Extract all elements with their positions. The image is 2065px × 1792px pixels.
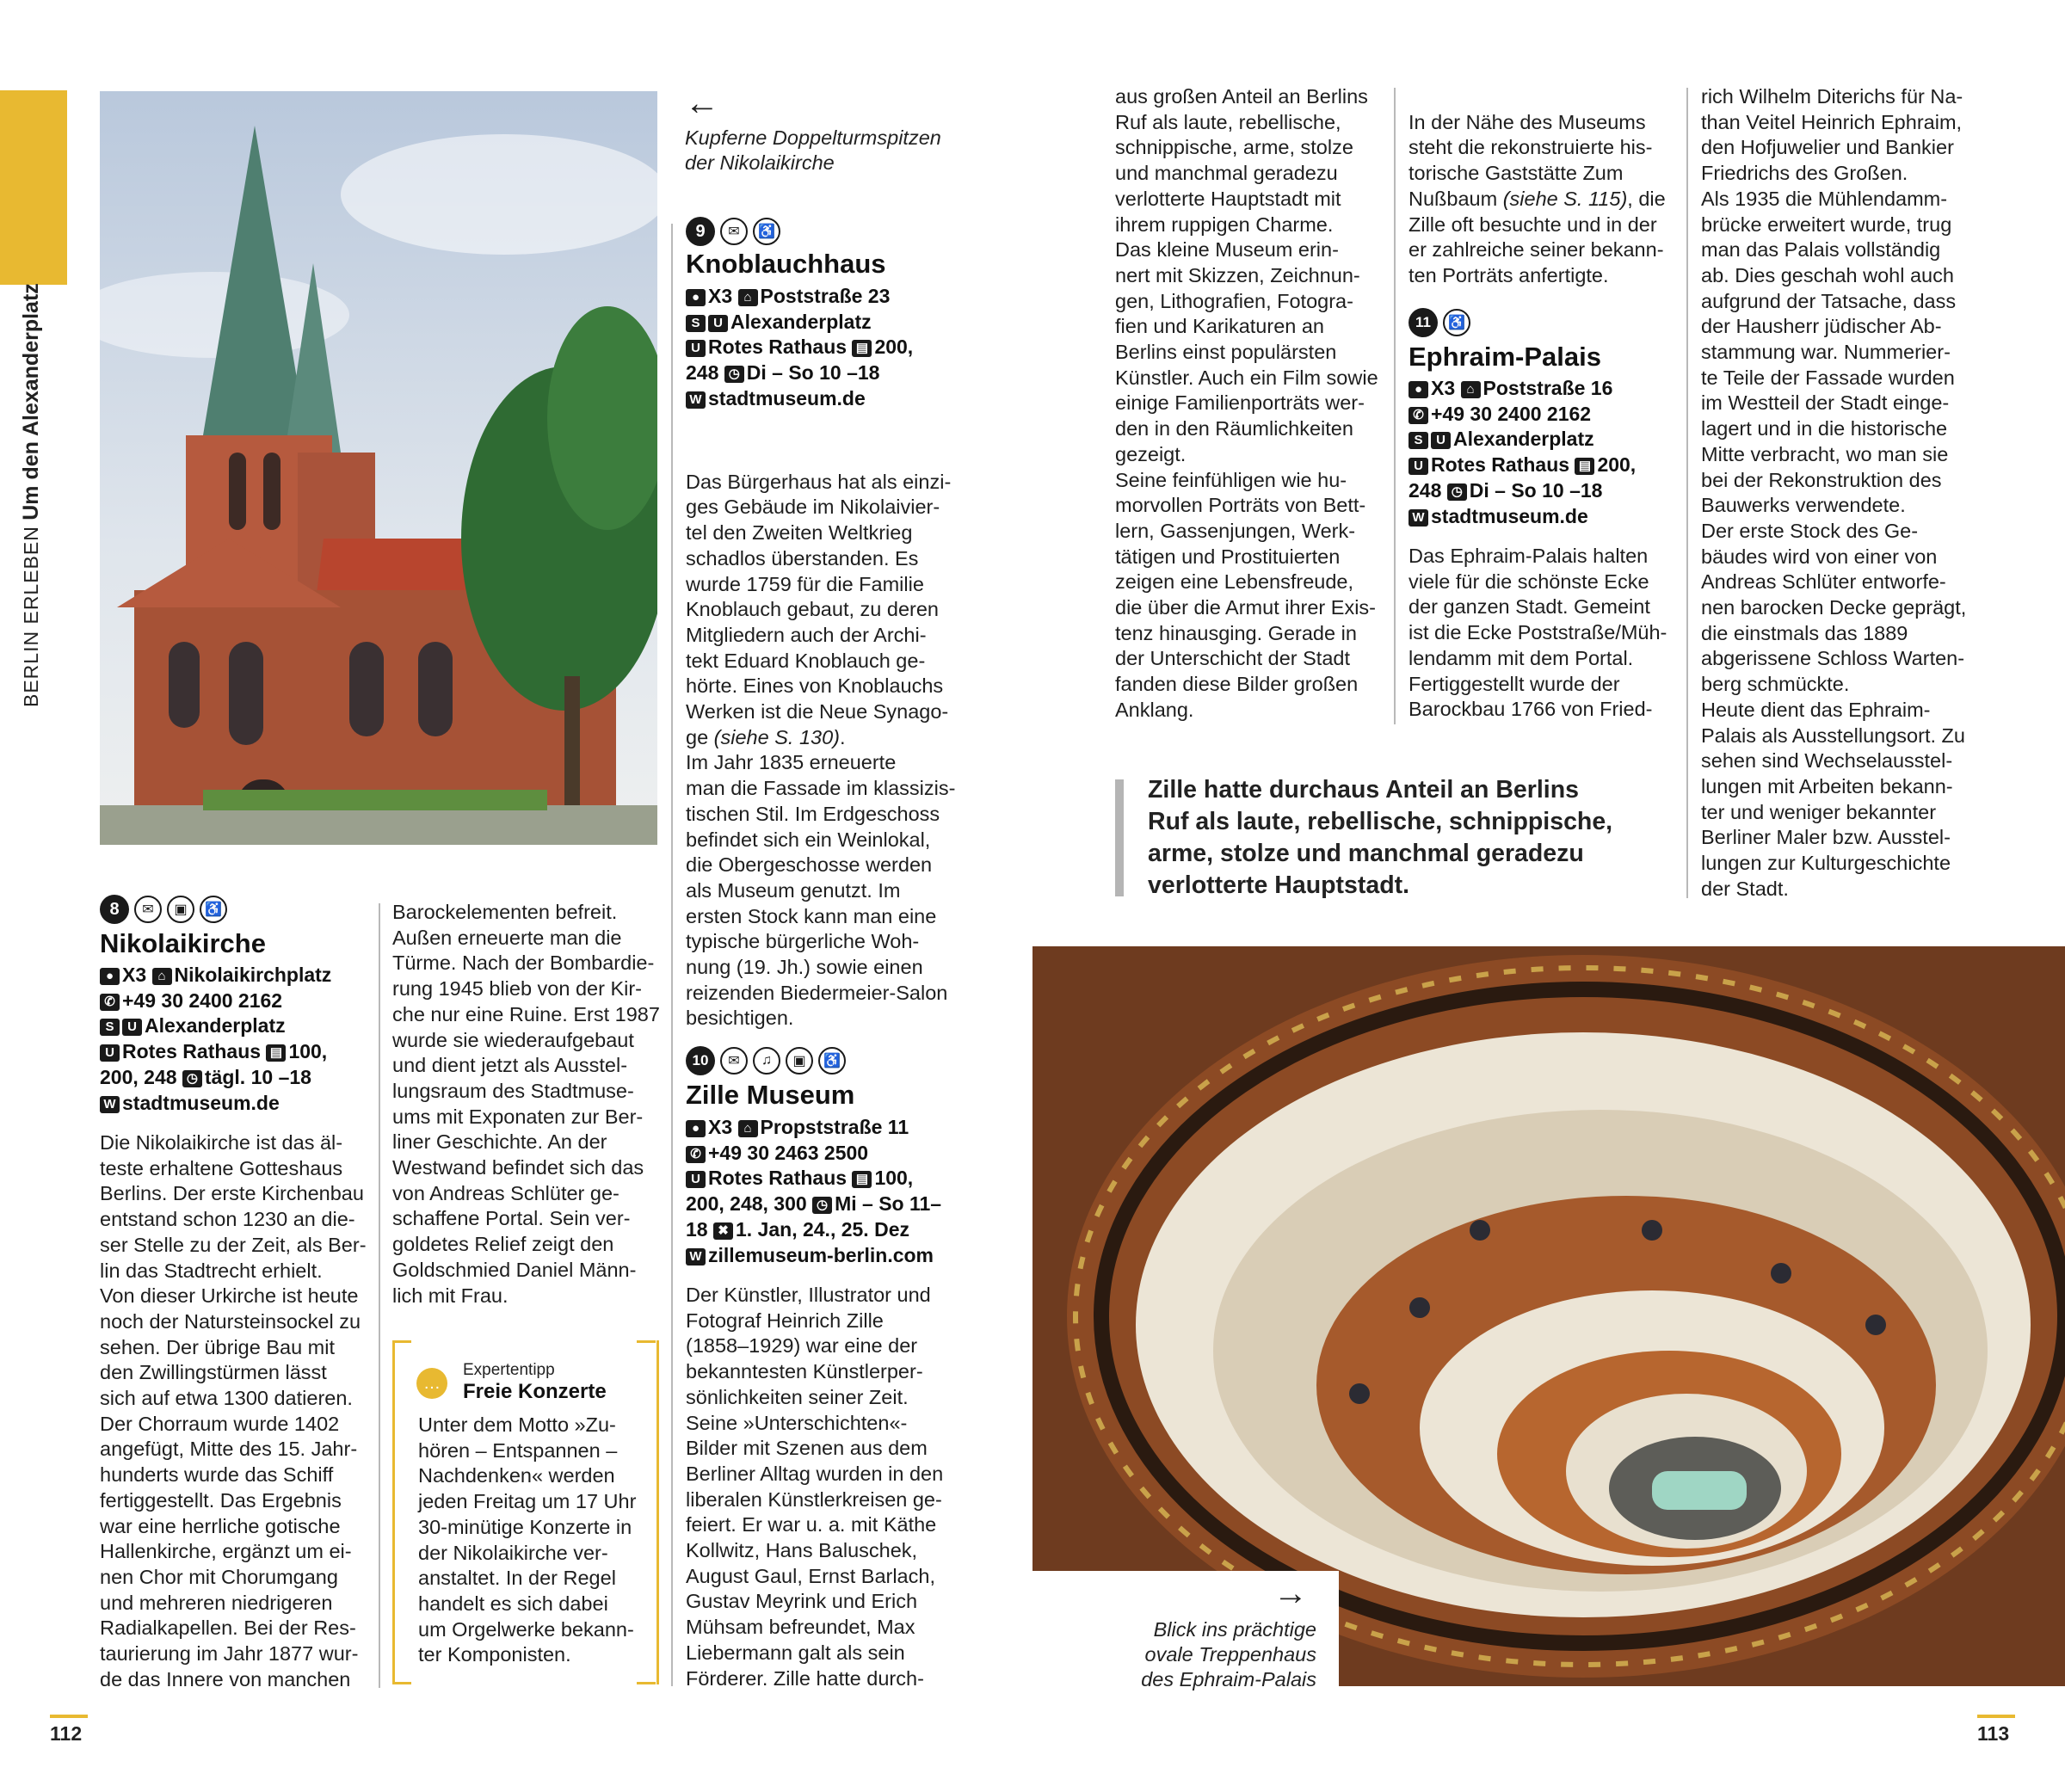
expert-tip-icon: …	[416, 1368, 447, 1399]
knoblauchhaus-ref-post: .	[839, 725, 846, 748]
page-number-rule	[1977, 1715, 2015, 1718]
entry-10-icons	[686, 1046, 846, 1075]
map-ref: X3	[708, 1116, 733, 1138]
entry-title-nikolaikirche: Nikolaikirche	[100, 928, 266, 958]
phone: +49 30 2400 2162	[122, 988, 283, 1012]
knoblauchhaus-text	[686, 444, 970, 1031]
column-rule	[1686, 88, 1688, 898]
knoblauchhaus-cross-ref: (siehe S. 130)	[713, 725, 840, 748]
ubahn-icon: U	[686, 340, 706, 357]
map-ref: X3	[708, 285, 733, 307]
bus-lines: 100,	[874, 1167, 914, 1190]
house-icon: ⌂	[738, 289, 758, 306]
zille-text-col1: Der Künstler, Illustrator und Fotograf Heinrich Zille (1858–1929) war eine der bekanntesten Künstlerper- sönlichkeiten seiner Zeit. Seine »Unterschichten«- Bilder mit Szenen aus dem Berliner Alltag wurden in den liberalen Künstlerkreisen ge- feiert. Er war u. a. mit Käthe Kollwitz, Hans Baluschek, August Gaul, Ernst Barlach, Gustav Meyrink und Erich Mühsam befreundet, Max Liebermann galt als sein Förderer. Zille hatte durch-	[686, 1284, 944, 1690]
zille-cross-ref: (siehe S. 115)	[1502, 187, 1628, 210]
web-icon: W	[686, 391, 706, 409]
clock-icon: ◷	[724, 366, 744, 383]
ubahn-icon: U	[1409, 458, 1428, 475]
entry-8-icons	[100, 895, 227, 924]
entry-info-ephraim	[1409, 376, 1684, 529]
house-icon: ⌂	[1461, 381, 1481, 398]
opening-hours-cont: 18	[686, 1217, 708, 1241]
web-icon: W	[100, 1096, 120, 1113]
ubahn-station: Rotes Rathaus	[1431, 453, 1570, 477]
website: stadtmuseum.de	[122, 1091, 280, 1114]
ubahn-icon: U	[122, 1019, 142, 1036]
knoblauchhaus-text-a: Das Bürgerhaus hat als einzi- ges Gebäude im Nikolaivier- tel den Zweiten Weltkrieg schadlos überstanden. Es wurde 1759 für die Familie Knoblauch gebaut, zu deren Mitgliedern auch der Archi- tekt Eduard Knoblauch ge- hörte. Eines von Knoblauchs Werken ist die Neue Synago-	[686, 470, 952, 724]
bus-icon: ▤	[852, 340, 872, 357]
zille-text-col3-a: In der Nähe des Museums steht die rekonstruierte his- torische Gaststätte Zum	[1409, 110, 1653, 185]
sbahn-icon: S	[100, 1019, 120, 1036]
entry-number-badge: 8	[100, 895, 129, 924]
house-icon: ⌂	[738, 1120, 758, 1137]
nikolaikirche-text-col2: Barockelementen befreit. Außen erneuerte man die Türme. Nach der Bombardie- rung 1945 blieb von der Kir- che nur eine Ruine. Erst 1987 wurde sie wiederaufgebaut und dient jetzt als Ausstel- lungsraum des Stadtmuse- ums mit Exponaten zur Ber- liner Geschichte. An der Westwand befindet sich das von Andreas Schlüter ge- schaffene Portal. Sein ver- goldetes Relief zeigt den Goldschmied Daniel Männ- lich mit Frau.	[392, 901, 660, 1307]
sbahn-station: Alexanderplatz	[145, 1014, 286, 1038]
sbahn-station: Alexanderplatz	[1453, 428, 1594, 451]
entry-number-badge: 9	[686, 217, 715, 246]
bus-icon: ▤	[1575, 458, 1594, 475]
pullquote: Zille hatte durchaus Anteil an Berlins Ruf als laute, rebellische, schnippische, arme, stolze und manchmal geradezu verlotterte Hauptstadt.	[1148, 776, 1613, 899]
website: zillemuseum-berlin.com	[708, 1243, 934, 1266]
phone-icon: ✆	[686, 1146, 706, 1163]
map-pin-icon: ●	[686, 289, 706, 306]
section-label	[19, 283, 53, 707]
ubahn-station: Rotes Rathaus	[122, 1040, 262, 1063]
ubahn-icon: U	[686, 1171, 706, 1188]
phone: +49 30 2463 2500	[708, 1141, 869, 1164]
map-ref: X3	[122, 964, 147, 986]
bus-icon: ▤	[852, 1171, 872, 1188]
closed-days: 1. Jan, 24., 25. Dez	[735, 1217, 909, 1241]
map-ref: X3	[1431, 377, 1456, 399]
church-illustration	[100, 91, 657, 845]
ephraim-text-col3: rich Wilhelm Diterichs für Na- than Veitel Heinrich Ephraim, den Hofjuwelier und Bankier Friedrichs des Großen. Als 1935 die Mühlendamm- brücke erweitert wurde, trug man das Palais vollständig ab. Dies geschah wohl auch aufgrund der Tatsache, dass der Hausherr jüdischer Ab- stammung war. Nummerier- te Teile der Fassade wurden im Westteil der Stadt einge- lagert und in die historische Mitte verbracht, wo man sie bei der Rekonstruktion des Bauwerks verwendete. Der erste Stock des Ge- bäudes wird von einer von Andreas Schlüter entworfe- nen barocken Decke geprägt, die einstmals das 1889 abgerissene Schloss Warten- berg schmückte. Heute dient das Ephraim- Palais als Ausstellungsort. Zu sehen sind Wechselausstel- lungen mit Arbeiten bekann- ter und weniger bekannter Berliner Maler bzw. Ausstel- lungen zur Kulturgeschichte der Stadt.	[1701, 85, 1967, 900]
wheelchair-icon: ♿	[1443, 309, 1470, 336]
wheelchair-icon: ♿	[818, 1047, 846, 1075]
map-pin-icon: ●	[1409, 381, 1428, 398]
entry-9-icons	[686, 217, 780, 246]
entry-number-badge: 10	[686, 1046, 715, 1075]
column-rule	[671, 224, 673, 1686]
sbahn-icon: S	[1409, 432, 1428, 449]
entry-info-zille	[686, 1115, 970, 1268]
ubahn-icon: U	[100, 1044, 120, 1062]
ephraim-text: Das Ephraim-Palais halten viele für die schönste Ecke der ganzen Stadt. Gemeint ist die Ecke Poststraße/Müh- lendamm mit dem Portal. Fertiggestellt wurde der Barockbau 1766 von Fried-	[1409, 545, 1667, 721]
map-pin-icon: ●	[100, 968, 120, 985]
bus-lines-cont: 200, 248, 300	[686, 1192, 807, 1216]
wheelchair-icon: ♿	[200, 896, 227, 923]
expert-tip-title: Freie Konzerte	[463, 1380, 607, 1403]
opening-hours: tägl. 10 –18	[204, 1065, 311, 1088]
nikolaikirche-text-col1: Die Nikolaikirche ist das äl- teste erhaltene Gotteshaus Berlins. Der erste Kirchenbau entstand schon 1230 an die- ser Stelle zu der Zeit, als Ber- lin das Stadtrecht erhielt. Von dieser Urkirche ist heute noch der Natursteinsockel zu sehen. Der übrige Bau mit den Zwillingstürmen lässt sich auf etwa 1300 datieren. Der Chorraum wurde 1402 angefügt, Mitte des 15. Jahr- hunderts wurde das Schiff fertiggestellt. Das Ergebnis war eine herrliche gotische Hallenkirche, ergänzt um ei- nen Chor mit Chorumgang und mehreren niedrigeren Radialkapellen. Bei der Res- taurierung im Jahr 1877 wur- de das Innere von manchen	[100, 1131, 367, 1690]
tip-corner	[637, 1340, 656, 1343]
bus-icon: ▤	[266, 1044, 286, 1062]
section-title: Um den Alexanderplatz	[19, 283, 43, 520]
entry-info-knoblauchhaus	[686, 284, 961, 412]
zille-ref-pre: Nußbaum	[1409, 187, 1503, 210]
opening-hours: Di – So 10 –18	[1469, 478, 1603, 502]
bus-lines: 200,	[874, 336, 914, 359]
website: stadtmuseum.de	[1431, 504, 1588, 527]
sbahn-station: Alexanderplatz	[730, 310, 872, 333]
map-pin-icon: ●	[686, 1120, 706, 1137]
entry-number-badge: 11	[1409, 308, 1438, 337]
address: Poststraße 16	[1482, 377, 1613, 399]
page-number-left: 112	[50, 1722, 83, 1745]
shop-icon: ▣	[786, 1047, 813, 1075]
expert-tip-text: Unter dem Motto »Zu- hören – Entspannen – Nachdenken« werden jeden Freitag um 17 Uhr 30-minütige Konzerte in der Nikolaikirche ver- anstaltet. In der Regel handelt es sich dabei um Orgelwerke bekann- ter Komponisten.	[418, 1413, 637, 1666]
tip-corner	[637, 1682, 656, 1684]
ticket-icon: ✉	[720, 218, 748, 245]
nikolaikirche-photo	[100, 91, 657, 845]
web-icon: W	[686, 1248, 706, 1265]
zille-text-col3-b: Zille oft besuchte und in der er zahlreiche seiner bekann- ten Porträts anfertigte.	[1409, 212, 1664, 286]
phone-icon: ✆	[100, 994, 120, 1011]
closed-icon: ✖	[713, 1222, 733, 1240]
address: Nikolaikirchplatz	[174, 964, 332, 986]
shop-icon: ▣	[167, 896, 194, 923]
ubahn-icon: U	[708, 315, 728, 332]
column-rule	[1394, 88, 1396, 724]
sbahn-icon: S	[686, 315, 706, 332]
zille-text-col3	[1409, 84, 1692, 289]
knoblauchhaus-ref-pre: ge	[686, 725, 714, 748]
left-arrow-icon: ←	[685, 84, 719, 122]
entry-title-zille: Zille Museum	[686, 1080, 855, 1110]
tip-corner	[392, 1682, 411, 1684]
zille-ref-post: , die	[1627, 187, 1666, 210]
bus-lines-cont: 248	[686, 361, 719, 385]
page-number-rule	[50, 1715, 88, 1718]
web-icon: W	[1409, 509, 1428, 527]
address: Propststraße 11	[760, 1116, 909, 1138]
opening-hours: Di – So 10 –18	[746, 361, 880, 385]
knoblauchhaus-text-b: Im Jahr 1835 erneuerte man die Fassade im klassizis- tischen Stil. Im Erdgeschoss befindet sich ein Weinlokal, die Obergeschosse werden als Museum genutzt. Im ersten Stock kann man eine typische bürgerliche Woh- nung (19. Jh.) sowie einen reizenden Biedermeier-Salon besichtigen.	[686, 751, 956, 1030]
caption-staircase: Blick ins prächtige ovale Treppenhaus des Ephraim-Palais	[1141, 1618, 1316, 1690]
house-icon: ⌂	[152, 968, 172, 985]
zille-text-col2: aus großen Anteil an Berlins Ruf als laute, rebellische, schnippische, arme, stolze und manchmal geradezu verlotterte Hauptstadt mit ihrem ruppigen Charme. Das kleine Museum erin- nert mit Skizzen, Zeichnun- gen, Lithografien, Fotogra- fien und Karikaturen an Berlins einst populärsten Künstler. Auch ein Film sowie einige Familienporträts wer- den in den Räumlichkeiten gezeigt. Seine feinfühligen wie hu- morvollen Porträts von Bett- lern, Gassenjungen, Werk- tätigen und Prostituierten zeigen eine Lebensfreude, die über die Armut ihrer Exis- tenz hinausging. Gerade in der Unterschicht der Stadt fanden diese Bilder großen Anklang.	[1115, 85, 1378, 721]
expert-tip-kicker: Expertentipp	[463, 1361, 555, 1379]
entry-title-ephraim: Ephraim-Palais	[1409, 342, 1601, 372]
clock-icon: ◷	[1447, 483, 1467, 501]
ticket-icon: ✉	[134, 896, 162, 923]
section-tab	[0, 90, 67, 285]
phone-icon: ✆	[1409, 407, 1428, 424]
bus-lines: 200,	[1597, 453, 1637, 477]
clock-icon: ◷	[182, 1070, 202, 1087]
bus-lines: 100,	[288, 1040, 328, 1063]
entry-info-nikolaikirche	[100, 963, 358, 1116]
bus-lines-cont: 200, 248	[100, 1065, 177, 1088]
bus-lines-cont: 248	[1409, 478, 1442, 502]
page-number-right: 113	[1977, 1722, 2010, 1745]
entry-11-icons	[1409, 308, 1470, 337]
wheelchair-icon: ♿	[753, 218, 780, 245]
caption-nikolaikirche: Kupferne Doppelturmspitzen der Nikolaikirche	[685, 126, 941, 174]
right-arrow-icon: →	[1273, 1574, 1308, 1612]
pullquote-bar	[1115, 779, 1124, 896]
clock-icon: ◷	[812, 1197, 832, 1214]
section-prefix: BERLIN ERLEBEN	[20, 526, 42, 707]
ubahn-icon: U	[1431, 432, 1451, 449]
ticket-icon: ✉	[720, 1047, 748, 1075]
column-rule	[379, 903, 380, 1688]
address: Poststraße 23	[760, 285, 891, 307]
phone: +49 30 2400 2162	[1431, 402, 1592, 425]
opening-hours: Mi – So 11–	[835, 1192, 942, 1216]
tip-corner	[392, 1340, 411, 1343]
website: stadtmuseum.de	[708, 386, 866, 410]
ubahn-station: Rotes Rathaus	[708, 1167, 848, 1190]
entry-title-knoblauchhaus: Knoblauchhaus	[686, 249, 886, 279]
ubahn-station: Rotes Rathaus	[708, 336, 848, 359]
audio-guide-icon: ♫	[753, 1047, 780, 1075]
